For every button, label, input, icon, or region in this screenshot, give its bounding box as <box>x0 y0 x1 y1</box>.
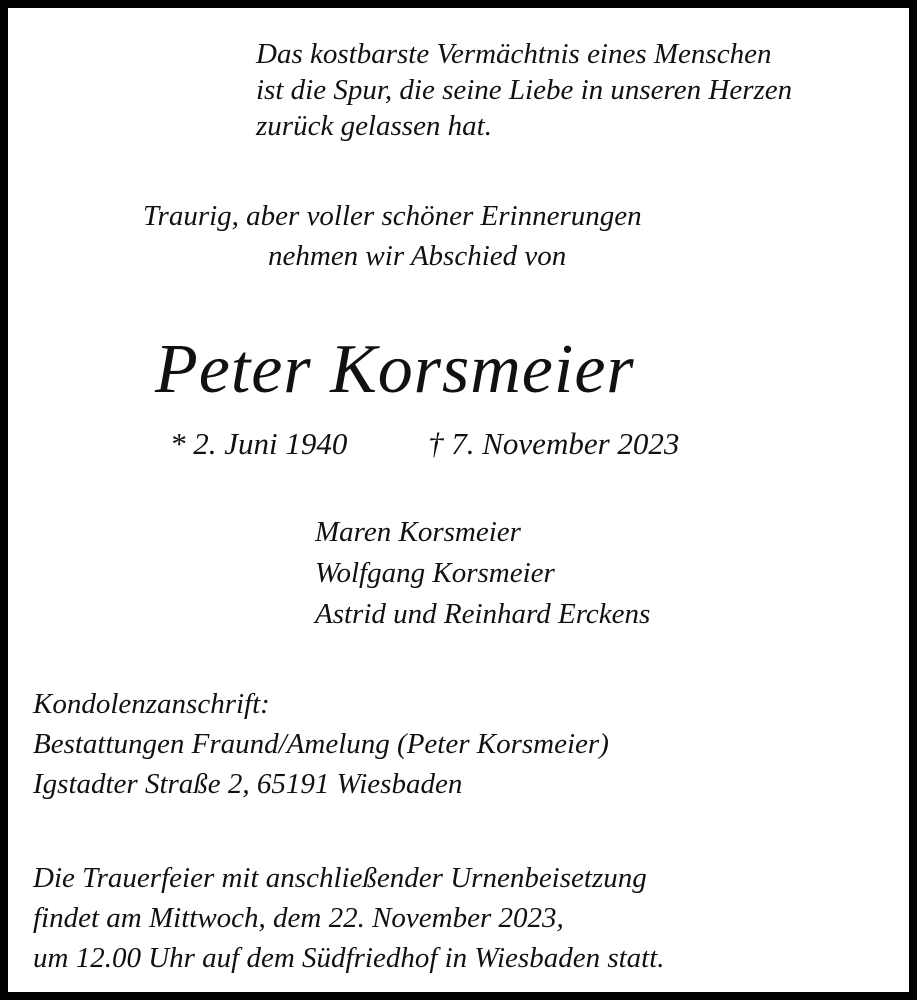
quote-line: zurück gelassen hat. <box>256 110 492 142</box>
ceremony-line: Die Trauerfeier mit anschließender Urnenbeisetzung <box>33 862 647 894</box>
death-date: † 7. November 2023 <box>428 426 680 461</box>
mourner: Astrid und Reinhard Erckens <box>315 598 651 630</box>
mourner: Wolfgang Korsmeier <box>315 557 555 589</box>
quote-line: ist die Spur, die seine Liebe in unseren Herzen <box>256 74 793 106</box>
intro-line: nehmen wir Abschied von <box>268 240 567 272</box>
ceremony-line: findet am Mittwoch, dem 22. November 2023, <box>33 902 564 934</box>
condolence-address: Igstadter Straße 2, 65191 Wiesbaden <box>33 768 463 800</box>
mourner: Maren Korsmeier <box>315 516 521 548</box>
birth-date: * 2. Juni 1940 <box>170 426 348 461</box>
ceremony-line: um 12.00 Uhr auf dem Südfriedhof in Wiesbaden statt. <box>33 942 665 974</box>
condolence-address: Bestattungen Fraund/Amelung (Peter Korsmeier) <box>33 728 609 760</box>
intro-line: Traurig, aber voller schöner Erinnerungen <box>143 200 642 232</box>
deceased-name: Peter Korsmeier <box>155 331 635 408</box>
condolence-label: Kondolenzanschrift: <box>33 688 270 720</box>
quote-line: Das kostbarste Vermächtnis eines Menschen <box>256 38 772 70</box>
